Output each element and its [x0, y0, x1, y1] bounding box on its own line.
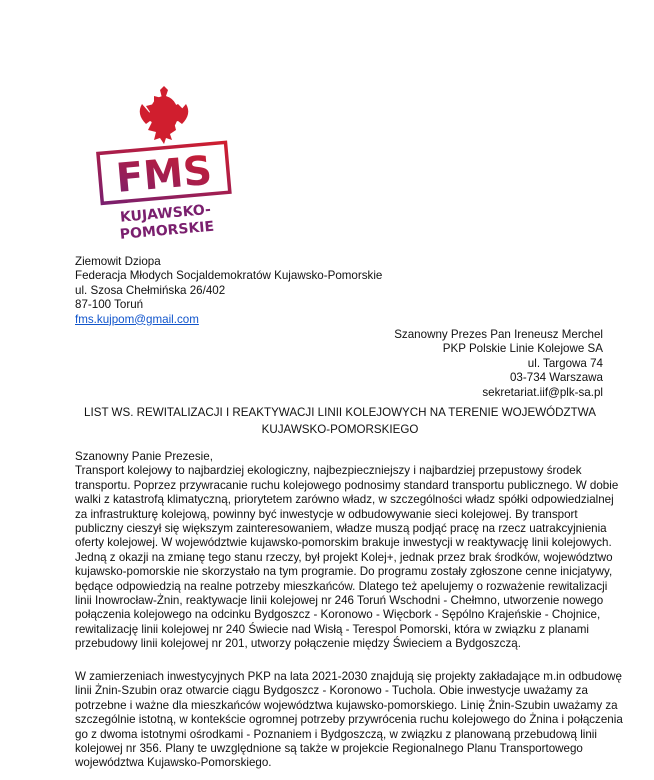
- logo-text: FMS: [114, 147, 214, 202]
- text-line: kolejowej nr 356. Plany te uwzględnione są także w projekcie Regionalnego Planu Transportowego: [75, 741, 583, 755]
- text-line: potrzebne i ważne dla mieszkańców województwa kujawsko-pomorskiego. Linię Żnin-Szubin uważamy za: [75, 698, 618, 712]
- text-line: szczególnie istotną, w kontekście ogromnej potrzeby przywrócenia ruchu kolejowego do Żnina i połączenia: [75, 713, 623, 727]
- paragraph-1: [75, 450, 618, 651]
- recipient-street: ul. Targowa 74: [527, 356, 603, 370]
- letter-title: [60, 404, 620, 438]
- text-line: województwa Kujawsko-Pomorskiego.: [75, 756, 272, 770]
- text-line: rewitalizację linii kolejowej nr 240 Świecie nad Wisłą - Terespol Pomorski, która w związku z planami: [75, 622, 589, 636]
- text-line: Transport kolejowy to najbardziej ekologiczny, najbezpieczniejszy i najbardziej przepustowy środek: [75, 464, 582, 478]
- recipient-name: Szanowny Prezes Pan Ireneusz Merchel: [394, 328, 603, 341]
- sender-email-link[interactable]: fms.kujpom@gmail.com: [75, 312, 199, 326]
- paragraph-2: [75, 670, 623, 771]
- text-line: linii Żnin-Szubin oraz otwarcie ciągu Bydgoszcz - Koronowo - Tuchola. Obie inwestycje uważamy za: [75, 684, 588, 698]
- salutation: Szanowny Panie Prezesie,: [75, 450, 213, 463]
- recipient-address: [394, 328, 603, 400]
- logo-subtitle-1: KUJAWSKO-: [119, 201, 212, 226]
- title-line: KUJAWSKO-POMORSKIEGO: [261, 423, 419, 436]
- title-line: LIST WS. REWITALIZACJI I REAKTYWACJI LINII KOLEJOWYCH NA TERENIE WOJEWÓDZTWA: [84, 406, 596, 419]
- eagle-icon: [140, 86, 189, 144]
- fms-logo: [92, 84, 242, 244]
- text-line: walki z katastrofą klimatyczną, priorytetem zarówno władz, w szczególności władz spółki odpowiedzialnej: [75, 493, 614, 507]
- sender-city: 87-100 Toruń: [75, 298, 144, 312]
- text-line: Jedną z okazji na zmianę tego stanu rzeczy, był projekt Kolej+, jednak przez brak środków, województwo: [75, 550, 613, 564]
- text-line: będące odpowiedzią na realne potrzeby mieszkańców. Dlatego też apelujemy o rozważenie rewitalizacji: [75, 579, 608, 593]
- text-line: przebudowy linii kolejowej nr 201, utworzy połączenie między Świeciem a Bydgoszczą.: [75, 637, 521, 651]
- sender-name: Ziemowit Dziopa: [75, 255, 161, 268]
- recipient-email: sekretariat.iif@plk-sa.pl: [482, 385, 603, 399]
- sender-address: [75, 255, 382, 327]
- recipient-company: PKP Polskie Linie Kolejowe SA: [442, 342, 603, 356]
- recipient-city: 03-734 Warszawa: [509, 371, 603, 385]
- sender-organization: Federacja Młodych Socjaldemokratów Kujawsko-Pomorskie: [75, 269, 383, 283]
- text-line: go z dwoma istotnymi ośrodkami - Poznaniem i Bydgoszczą, w związku z planowaną przebudową linii: [75, 727, 597, 741]
- text-line: oferty kolejowej. W województwie kujawsko-pomorskim brakuje inwestycji w reaktywację linii kolejowych.: [75, 536, 612, 550]
- text-line: linii Inowrocław-Żnin, reaktywacje linii kolejowej nr 246 Toruń Wschodni - Chełmno, utworzenie nowego: [75, 593, 604, 607]
- text-line: połączenia kolejowego na odcinku Bydgoszcz - Koronowo - Więcbork - Sępólno Krajeńskie - Chojnice,: [75, 608, 601, 622]
- text-line: publiczny cieszył się większym zainteresowaniem, władze muszą podjąć pracę na rzecz uatrakcyjnienia: [75, 521, 607, 535]
- text-line: kujawsko-pomorskie nie skorzystało na tym programie. Do programu zostały zgłoszone cenne inicjatywy,: [75, 565, 613, 579]
- text-line: za infrastrukturę kolejową, powinny być inwestycje w odbudowywanie sieci kolejowej. By transport: [75, 507, 578, 521]
- text-line: W zamierzeniach inwestycyjnych PKP na lata 2021-2030 znajdują się projekty zakładające m.in odbudowę: [75, 670, 622, 683]
- sender-street: ul. Szosa Chełmińska 26/402: [75, 283, 226, 297]
- text-line: transportu. Poprzez przywracanie ruchu kolejowego podnosimy standard transportu publicznego. W dobie: [75, 478, 619, 492]
- logo-subtitle-2: POMORSKIE: [119, 218, 215, 243]
